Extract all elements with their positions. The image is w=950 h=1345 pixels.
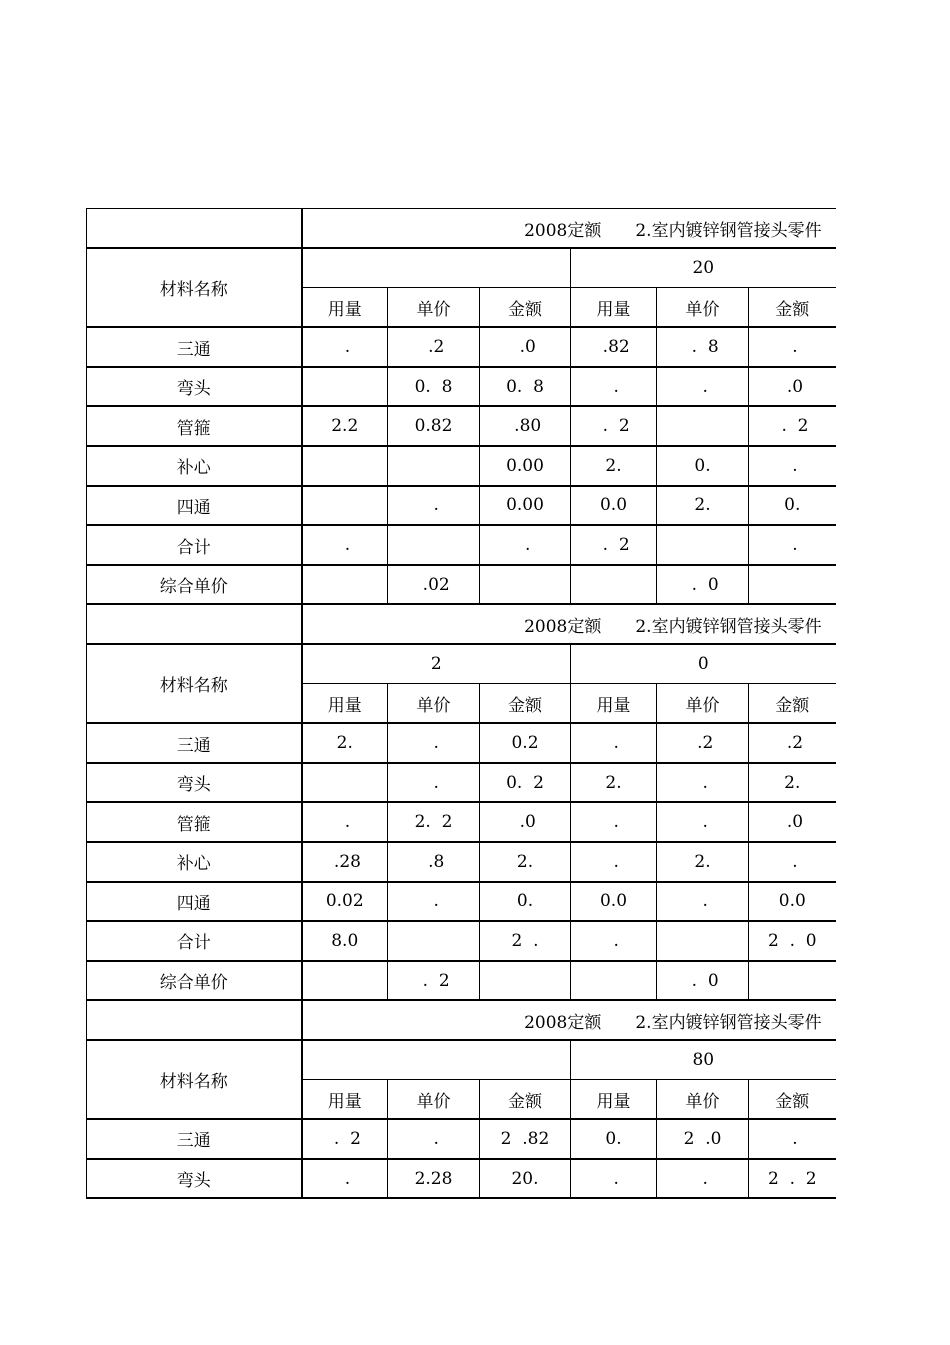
blank-cell	[87, 1000, 302, 1040]
table-cell: 0.82	[388, 406, 480, 446]
table-cell: .	[302, 1159, 388, 1199]
table-cell: .02	[388, 565, 480, 605]
group-header-row	[87, 248, 836, 288]
table-cell: .	[571, 921, 657, 961]
table-cell: .	[749, 1119, 836, 1159]
table-row	[87, 921, 836, 961]
material-name: 三通	[87, 1119, 302, 1159]
column-header: 金额	[480, 684, 571, 724]
column-header: 金额	[749, 288, 836, 328]
table-row	[87, 882, 836, 922]
material-name: 弯头	[87, 1159, 302, 1199]
table-cell: 0.02	[302, 882, 388, 922]
material-name: 三通	[87, 327, 302, 367]
table-row	[87, 565, 836, 605]
material-name: 综合单价	[87, 961, 302, 1001]
material-name: 弯头	[87, 367, 302, 407]
section-title: 2008定额 2.室内镀锌钢管接头零件	[302, 604, 836, 644]
table-cell: .8	[388, 842, 480, 882]
table-cell: 2 .	[480, 921, 571, 961]
table-cell: 0.	[571, 1119, 657, 1159]
table-cell: 2.2	[302, 406, 388, 446]
table-cell	[302, 367, 388, 407]
material-name: 弯头	[87, 763, 302, 803]
table-cell	[657, 525, 749, 565]
table-cell	[657, 406, 749, 446]
table-cell: .	[657, 882, 749, 922]
material-name: 合计	[87, 921, 302, 961]
table-cell: .	[657, 367, 749, 407]
group-b-header: 20	[571, 248, 836, 288]
column-header: 用量	[571, 1080, 657, 1120]
table-cell: 0.00	[480, 446, 571, 486]
table-row	[87, 446, 836, 486]
column-header: 单价	[657, 288, 749, 328]
table-cell	[480, 565, 571, 605]
material-name: 补心	[87, 446, 302, 486]
table-cell: .	[749, 327, 836, 367]
table-cell: 0.2	[480, 723, 571, 763]
table-cell: .28	[302, 842, 388, 882]
table-cell: 0.0	[571, 882, 657, 922]
table-row	[87, 802, 836, 842]
table-row	[87, 763, 836, 803]
table-cell: 20.	[480, 1159, 571, 1199]
table-cell: . 0	[657, 565, 749, 605]
table-cell: .	[302, 327, 388, 367]
section-title: 2008定额 2.室内镀锌钢管接头零件	[302, 1000, 836, 1040]
table-cell: .	[388, 723, 480, 763]
section-title-row	[87, 604, 836, 644]
column-header: 用量	[302, 1080, 388, 1120]
table-cell: 0.	[480, 882, 571, 922]
table-row	[87, 525, 836, 565]
table-cell: .0	[480, 802, 571, 842]
table-cell: 2 . 0	[749, 921, 836, 961]
material-name-header: 材料名称	[87, 248, 302, 327]
table-cell: .	[480, 525, 571, 565]
table-cell: .	[571, 723, 657, 763]
table-cell: .	[571, 1159, 657, 1199]
table-cell: 0.0	[749, 882, 836, 922]
table-cell: .	[657, 1159, 749, 1199]
table-cell: 0. 8	[388, 367, 480, 407]
table-cell: .80	[480, 406, 571, 446]
table-row	[87, 961, 836, 1001]
table-cell: .	[388, 763, 480, 803]
group-a-header	[302, 1040, 571, 1080]
table-cell: 8.0	[302, 921, 388, 961]
table-cell	[571, 565, 657, 605]
column-header: 用量	[302, 288, 388, 328]
column-header: 用量	[571, 288, 657, 328]
table-cell: 0.0	[571, 486, 657, 526]
table-cell: .	[749, 525, 836, 565]
table-cell: .0	[480, 327, 571, 367]
table-cell: . 2	[388, 961, 480, 1001]
table-cell: . 2	[302, 1119, 388, 1159]
table-row	[87, 1119, 836, 1159]
column-header: 单价	[388, 288, 480, 328]
table-cell: . 2	[749, 406, 836, 446]
table-cell: 0.	[657, 446, 749, 486]
table-cell: .	[302, 802, 388, 842]
group-b-header: 0	[571, 644, 836, 684]
column-header: 金额	[749, 1080, 836, 1120]
table-cell: 0. 8	[480, 367, 571, 407]
table-cell: .	[571, 367, 657, 407]
group-a-header	[302, 248, 571, 288]
table-cell: 2 .82	[480, 1119, 571, 1159]
table-cell: 0. 2	[480, 763, 571, 803]
table-cell	[749, 565, 836, 605]
table-row	[87, 406, 836, 446]
table-cell: .	[388, 882, 480, 922]
table-cell: 0.00	[480, 486, 571, 526]
table-cell	[302, 446, 388, 486]
material-name: 三通	[87, 723, 302, 763]
table-cell: 2 .0	[657, 1119, 749, 1159]
table-cell: .	[749, 446, 836, 486]
material-name: 综合单价	[87, 565, 302, 605]
table-cell: . 2	[571, 406, 657, 446]
table-cell	[388, 921, 480, 961]
table-cell: . 2	[571, 525, 657, 565]
table-row	[87, 1159, 836, 1199]
column-header: 单价	[657, 1080, 749, 1120]
column-header: 单价	[388, 684, 480, 724]
table-row	[87, 486, 836, 526]
material-name: 补心	[87, 842, 302, 882]
table-cell: 2. 2	[388, 802, 480, 842]
quota-material-table	[86, 208, 836, 1199]
table-cell: .0	[749, 802, 836, 842]
group-a-header: 2	[302, 644, 571, 684]
table-row	[87, 327, 836, 367]
table-cell: 2.	[749, 763, 836, 803]
group-b-header: 80	[571, 1040, 836, 1080]
section-title: 2008定额 2.室内镀锌钢管接头零件	[302, 209, 836, 249]
table-cell: 2.	[302, 723, 388, 763]
group-header-row	[87, 644, 836, 684]
table-cell: .	[302, 525, 388, 565]
section-title-row	[87, 1000, 836, 1040]
table-cell	[571, 961, 657, 1001]
material-name: 管箍	[87, 406, 302, 446]
table-cell: 2.	[571, 763, 657, 803]
table-cell: .	[657, 802, 749, 842]
table-cell: 2.	[571, 446, 657, 486]
column-header: 金额	[749, 684, 836, 724]
table-cell	[302, 961, 388, 1001]
table-cell: .	[571, 802, 657, 842]
table-cell: 2.28	[388, 1159, 480, 1199]
column-header: 金额	[480, 1080, 571, 1120]
table-cell: 2 . 2	[749, 1159, 836, 1199]
table-cell: 2.	[480, 842, 571, 882]
table-row	[87, 723, 836, 763]
material-name-header: 材料名称	[87, 644, 302, 723]
table-row	[87, 842, 836, 882]
blank-cell	[87, 604, 302, 644]
table-cell: .	[388, 1119, 480, 1159]
table-cell: .	[571, 842, 657, 882]
table-cell: .2	[388, 327, 480, 367]
table-cell	[749, 961, 836, 1001]
table-cell: .	[388, 486, 480, 526]
table-cell: .82	[571, 327, 657, 367]
section-title-row	[87, 209, 836, 249]
table-cell: 2.	[657, 842, 749, 882]
table-cell	[657, 921, 749, 961]
table-row	[87, 367, 836, 407]
table-cell: 0.	[749, 486, 836, 526]
material-name: 四通	[87, 882, 302, 922]
table-cell: .2	[657, 723, 749, 763]
column-header: 金额	[480, 288, 571, 328]
table-cell	[388, 525, 480, 565]
table-cell	[302, 486, 388, 526]
table-cell: .	[749, 842, 836, 882]
material-name: 管箍	[87, 802, 302, 842]
column-header: 单价	[657, 684, 749, 724]
table-cell: .2	[749, 723, 836, 763]
column-header: 用量	[571, 684, 657, 724]
column-header: 用量	[302, 684, 388, 724]
table-cell: . 0	[657, 961, 749, 1001]
group-header-row	[87, 1040, 836, 1080]
table-cell	[302, 763, 388, 803]
table-cell: . 8	[657, 327, 749, 367]
table-cell: 2.	[657, 486, 749, 526]
material-name: 合计	[87, 525, 302, 565]
table-cell	[388, 446, 480, 486]
table-cell	[302, 565, 388, 605]
table-cell: .	[657, 763, 749, 803]
column-header: 单价	[388, 1080, 480, 1120]
table-cell: .0	[749, 367, 836, 407]
blank-cell	[87, 209, 302, 249]
table-cell	[480, 961, 571, 1001]
material-name: 四通	[87, 486, 302, 526]
material-name-header: 材料名称	[87, 1040, 302, 1119]
